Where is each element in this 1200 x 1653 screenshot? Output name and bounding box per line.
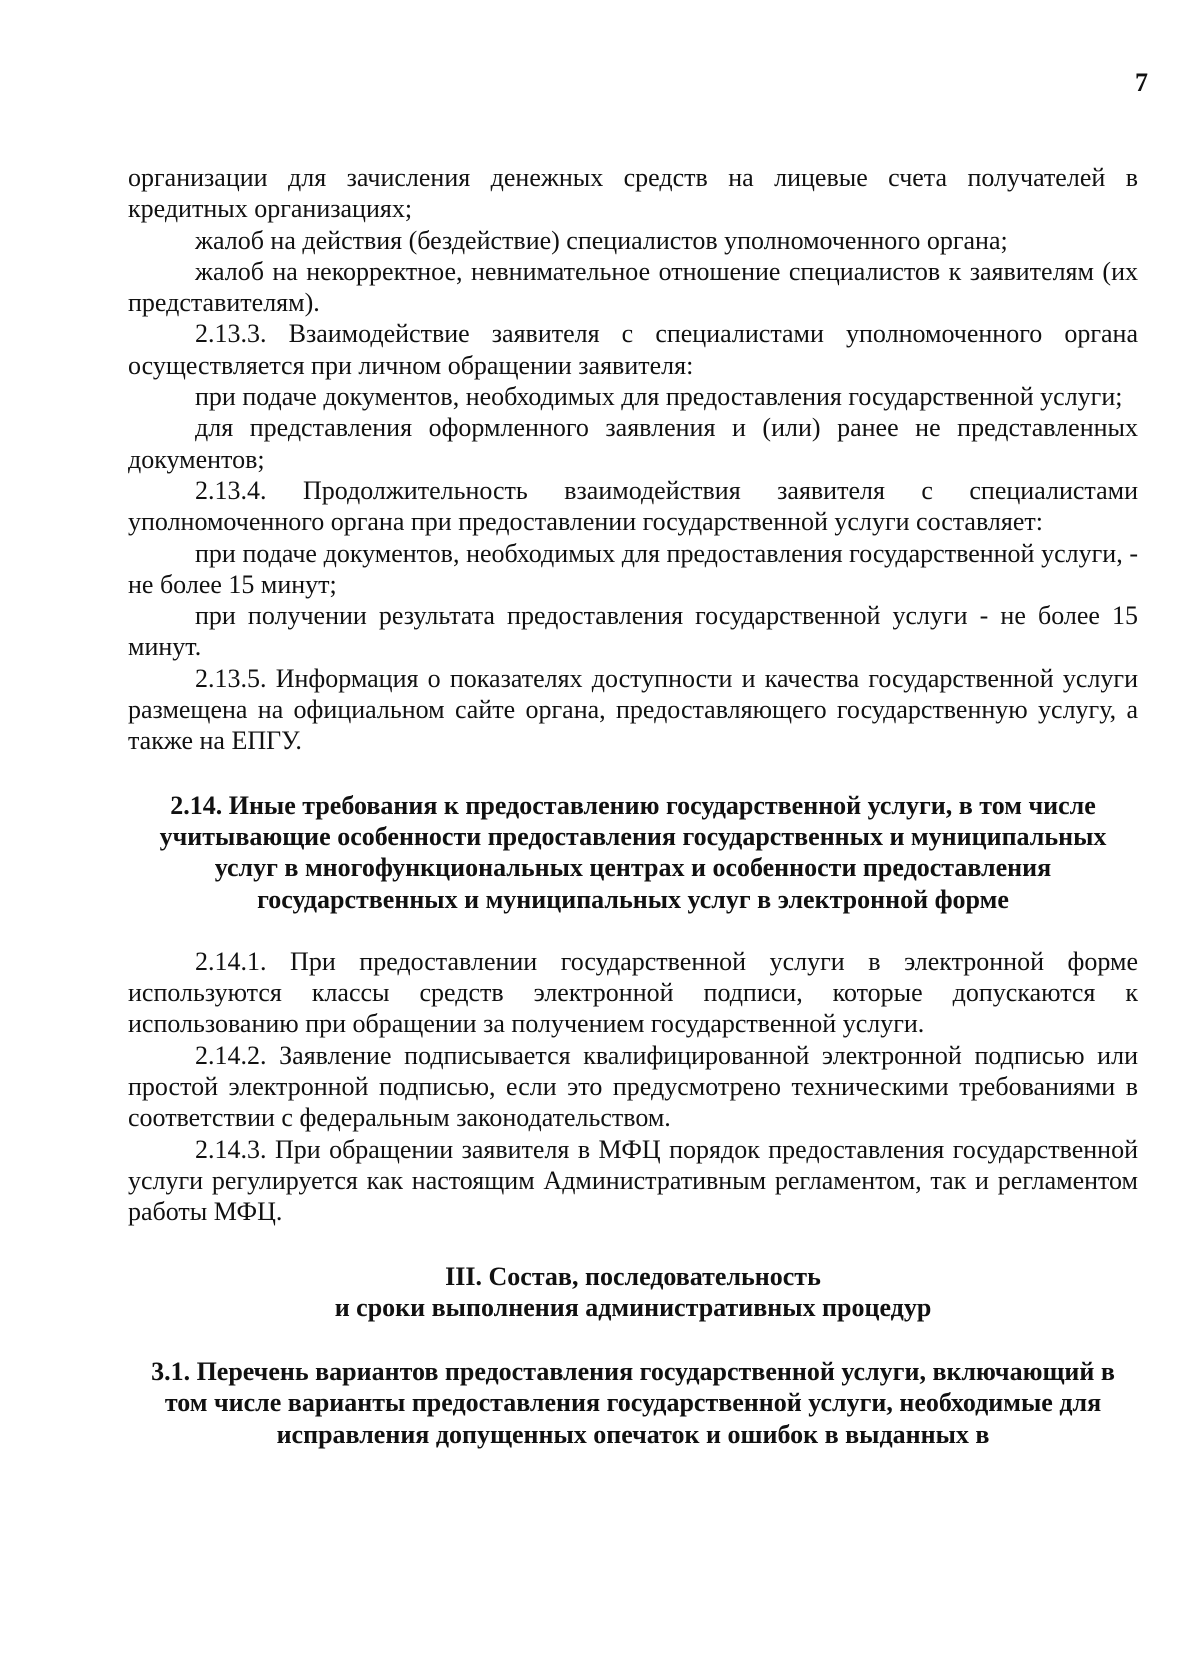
section-heading-3-line-2: и сроки выполнения административных процедур (334, 1292, 932, 1322)
paragraph: для представления оформленного заявления и (или) ранее не представленных документов; (128, 413, 1138, 474)
paragraph: 2.13.4. Продолжительность взаимодействия заявителя с специалистами уполномоченного органа при предоставлении государственной услуги составляет: (128, 475, 1138, 537)
paragraph: при подаче документов, необходимых для предоставления государственной услуги, - не более 15 минут; (128, 538, 1138, 599)
paragraph: 2.13.5. Информация о показателях доступности и качества государственной услуги размещена на официальном сайте органа, предоставляющего государственную услугу, а также на ЕПГУ. (128, 663, 1138, 756)
paragraph: при получении результата предоставления государственной услуги - не более 15 минут. (128, 601, 1138, 662)
section-heading-3-line-1: III. Состав, последовательность (445, 1261, 821, 1291)
paragraph: жалоб на действия (бездействие) специалистов уполномоченного органа; (195, 225, 1008, 255)
paragraph: организации для зачисления денежных средств на лицевые счета получателей в кредитных организациях; (128, 163, 1138, 224)
section-heading-3-1: 3.1. Перечень вариантов предоставления государственной услуги, включающий в том числе варианты предоставления государственной услуги, необходимые для исправления допущенных опечаток и ошибок в выданных в (151, 1357, 1115, 1449)
paragraph: 2.14.3. При обращении заявителя в МФЦ порядок предоставления государственной услуги регулируется как настоящим Административным регламентом, так и регламентом работы МФЦ. (128, 1134, 1138, 1227)
page-number: 7 (1135, 68, 1148, 97)
paragraph: жалоб на некорректное, невнимательное отношение специалистов к заявителям (их представителям). (128, 256, 1138, 318)
paragraph: 2.14.2. Заявление подписывается квалифицированной электронной подписью или простой электронной подписью, если это предусмотрено техническими требованиями в соответствии с федеральным законодательством. (128, 1040, 1138, 1133)
section-heading-2-14: 2.14. Иные требования к предоставлению государственной услуги, в том числе учитывающие особенности предоставления государственных и муниципальных услуг в многофункциональных центрах и особенности предоставления государственных и муниципальных услуг в электронной форме (159, 790, 1107, 914)
paragraph: 2.13.3. Взаимодействие заявителя с специалистами уполномоченного органа осуществляется при личном обращении заявителя: (128, 319, 1138, 380)
paragraph: 2.14.1. При предоставлении государственной услуги в электронной форме используются классы средств электронной подписи, которые допускаются к использованию при обращении за получением государственной услуги. (128, 946, 1138, 1039)
paragraph: при подаче документов, необходимых для предоставления государственной услуги; (195, 382, 1123, 412)
document-body (128, 162, 1138, 1450)
